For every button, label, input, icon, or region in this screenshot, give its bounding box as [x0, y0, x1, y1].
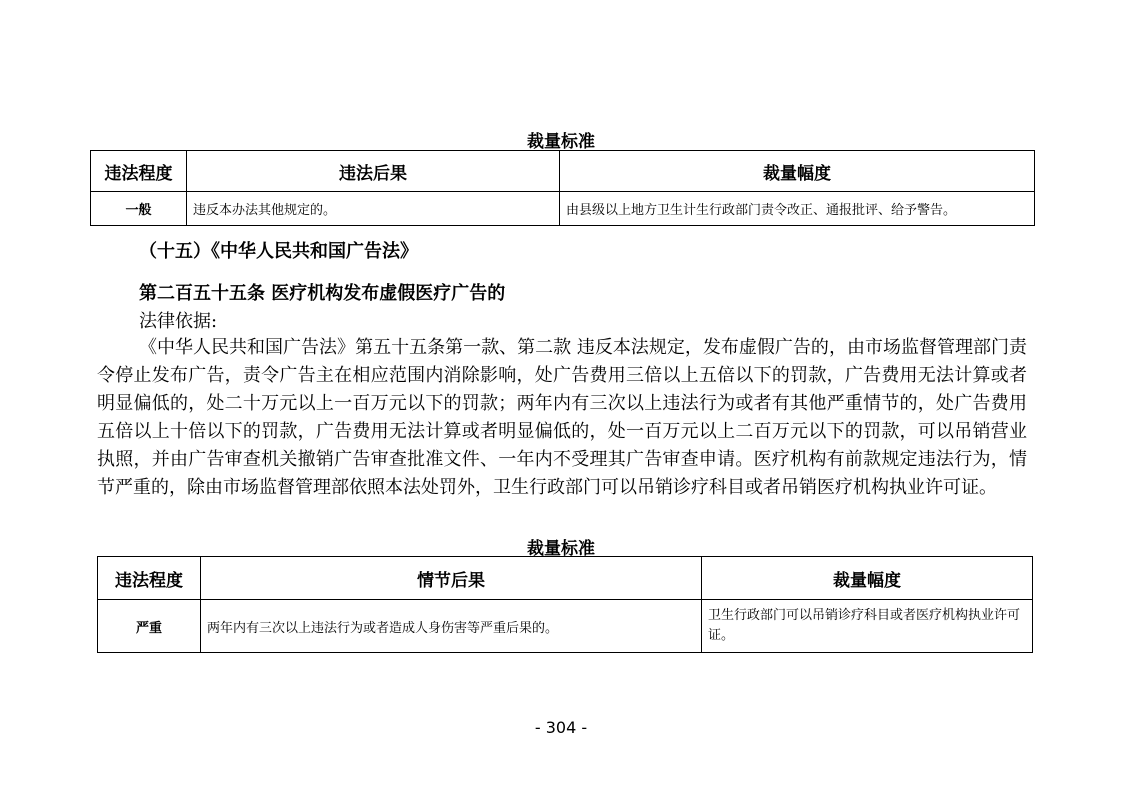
table1-cell-consequence: 违反本办法其他规定的。 [187, 192, 560, 226]
table1-header-level: 违法程度 [91, 151, 187, 192]
page-number: - 304 - [534, 718, 588, 737]
table2-cell-level: 严重 [98, 600, 201, 653]
table-row [91, 192, 1035, 226]
table2-header-consequence: 情节后果 [201, 557, 702, 600]
legal-basis-text: 《中华人民共和国广告法》第五十五条第一款、第二款 违反本法规定，发布虚假广告的，由市场监督管理部门责令停止发布广告，责令广告主在相应范围内消除影响，处广告费用三倍以上五倍以下的罚款，广告费用无法计算或者明显偏低的，处二十万元以上一百万元以下的罚款；两年内有三次以上违法行为或者有其他严重情节的，处广告费用五倍以上十倍以下的罚款，广告费用无法计算或者明显偏低的，处一百万元以上二百万元以下的罚款，可以吊销营业执照，并由广告审查机关撤销广告审查批准文件、一年内不受理其广告审查申请。医疗机构有前款规定违法行为，情节严重的，除由市场监督管理部依照本法处罚外，卫生行政部门可以吊销诊疗科目或者吊销医疗机构执业许可证。 [97, 337, 1027, 498]
table2-caption: 裁量标准 [527, 539, 595, 559]
article-title: 第二百五十五条 医疗机构发布虚假医疗广告的 [139, 283, 506, 304]
table1-header-consequence: 违法后果 [187, 151, 560, 192]
table2-cell-range: 卫生行政部门可以吊销诊疗科目或者医疗机构执业许可证。 [702, 600, 1033, 653]
table2-header-level: 违法程度 [98, 557, 201, 600]
table1-discretion-standard [90, 150, 1035, 226]
table1-cell-range: 由县级以上地方卫生计生行政部门责令改正、通报批评、给予警告。 [560, 192, 1035, 226]
section-title: （十五）《中华人民共和国广告法》 [139, 241, 418, 262]
table1-caption: 裁量标准 [527, 132, 595, 152]
table1-header-range: 裁量幅度 [560, 151, 1035, 192]
table2-cell-consequence: 两年内有三次以上违法行为或者造成人身伤害等严重后果的。 [201, 600, 702, 653]
table2-header-row [98, 557, 1033, 600]
legal-basis-label: 法律依据: [139, 311, 218, 332]
table-row [98, 600, 1033, 653]
table2-discretion-standard [97, 556, 1033, 653]
table1-cell-level: 一般 [91, 192, 187, 226]
table1-header-row [91, 151, 1035, 192]
table2-header-range: 裁量幅度 [702, 557, 1033, 600]
